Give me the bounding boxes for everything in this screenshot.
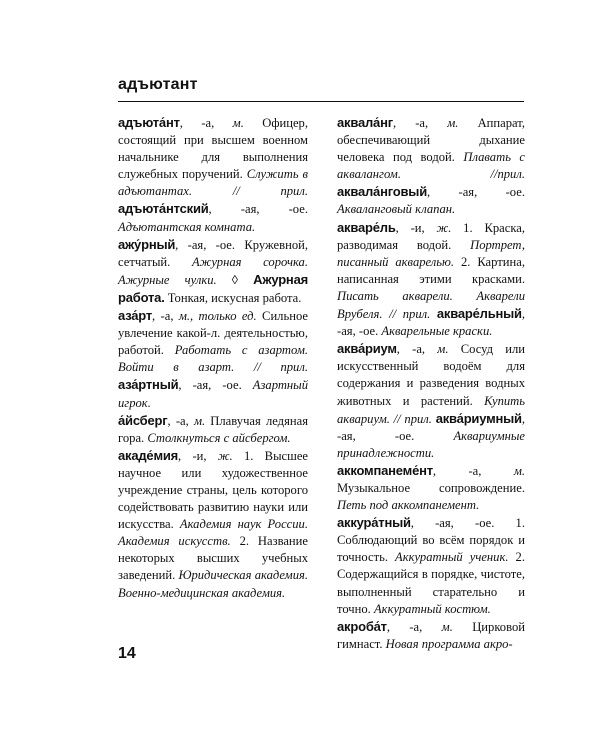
entry-text: 2. Картина, написанная этими красками. xyxy=(337,254,525,286)
entry-text: Цирковой гимнаст. xyxy=(337,619,525,651)
italic-text: м. xyxy=(441,619,453,634)
italic-text: Писать акварели. Акварели Врубеля. // прил. xyxy=(337,288,525,322)
entry-text: Плавучая ледяная гора. xyxy=(118,413,308,445)
dictionary-entry xyxy=(337,219,525,341)
entry-text: Сосуд или искусственный водоём для содержания и разведения водных животных и растений. xyxy=(337,342,525,408)
headword: аквала́нговый xyxy=(337,184,427,200)
headword: адъюта́нт xyxy=(118,115,180,130)
italic-text: Аквариумные принадлежности. xyxy=(337,428,525,460)
entry-text: , -и, xyxy=(178,448,218,463)
headword: аккура́тный xyxy=(337,515,411,531)
headword: аква́риумный xyxy=(435,410,522,426)
entry-text: , -а, xyxy=(179,116,233,130)
italic-text: м. xyxy=(513,463,525,478)
dictionary-entry xyxy=(337,114,525,219)
headword: аква́риум xyxy=(337,341,397,357)
dictionary-entry xyxy=(118,236,308,307)
running-head: адъютант xyxy=(118,76,198,93)
entry-text: 1. Краска, разводимая водой. xyxy=(337,220,525,252)
header-rule xyxy=(118,101,524,102)
entry-text: , -ая, -ое. xyxy=(337,411,525,443)
dictionary-entry xyxy=(118,447,308,602)
dictionary-entry xyxy=(118,412,308,447)
italic-text: м. xyxy=(447,116,459,130)
entry-text: Сильное увлечение какой-л. деятельностью, работой. xyxy=(118,309,308,358)
headword: Ажурная работа. xyxy=(118,271,308,305)
entry-text: , -а, xyxy=(432,463,514,478)
italic-text: Акварельные краски. xyxy=(381,324,493,339)
entry-text: , -а, xyxy=(392,116,448,130)
entry-text: , -ая, -ое. 1. Соблюдающий во всём порядок и точность. xyxy=(337,516,525,565)
italic-text: Новая программа акро- xyxy=(385,636,513,651)
italic-text: Аккуратный ученик. xyxy=(395,550,509,565)
italic-text: Академия наук России. Академия искусств. xyxy=(118,517,308,549)
italic-text: м., только ед. xyxy=(178,309,257,324)
entry-text: , -и, xyxy=(395,220,437,235)
headword: акроба́т xyxy=(337,618,387,634)
headword: аккомпанеме́нт xyxy=(337,462,433,478)
italic-text: Адъютантская комната. xyxy=(118,219,256,234)
dictionary-entry xyxy=(118,114,308,236)
italic-text: м. xyxy=(232,116,244,130)
headword: акваре́ль xyxy=(337,219,396,235)
entry-text: , -а, xyxy=(167,413,194,428)
entry-text: , -ая, -ое. xyxy=(427,185,525,200)
entry-text: Офицер, состоящий при высшем военном начальнике для выполнения служебных поручений. xyxy=(118,116,308,182)
italic-text: Юридическая академия. Военно-медицинская академия. xyxy=(118,568,308,600)
headword: ажу́рный xyxy=(118,236,176,252)
entry-text: , -ая, -ое. xyxy=(178,378,253,393)
entry-text: 2. Название некоторых высших учебных заведений. xyxy=(118,534,309,583)
dictionary-entry xyxy=(337,340,525,462)
italic-text: Ажурная сорочка. Ажурные чулки. xyxy=(118,254,309,287)
entry-text: Аппарат, обеспечивающий дыхание человека под водой. xyxy=(337,116,525,165)
entry-text: , -а, xyxy=(386,619,442,634)
entry-text: , -а, xyxy=(152,309,179,324)
entry-text: 2. Содержащийся в порядке, чистоте, выполненный старательно и точно. xyxy=(337,550,525,616)
italic-text: Работать с азартом. Войти в азарт. // прил. xyxy=(118,343,308,375)
headword: а́йсберг xyxy=(118,412,168,428)
dictionary-entry xyxy=(337,514,525,618)
entry-text: ◊ xyxy=(216,272,254,287)
italic-text: Плавать с аквалангом. //прил. xyxy=(337,150,525,182)
dictionary-entry xyxy=(337,618,525,653)
entry-text: , -ая, -ое. Кружевной, сетчатый. xyxy=(118,237,308,269)
headword: акваре́льный xyxy=(436,306,522,322)
dictionary-entry xyxy=(337,462,525,514)
italic-text: м. xyxy=(437,342,449,357)
italic-text: Акваланговый клапан. xyxy=(337,202,456,217)
left-column xyxy=(118,114,308,602)
italic-text: ж. xyxy=(436,220,452,235)
entry-text: , -ая, -ое. xyxy=(337,307,525,339)
entry-text xyxy=(430,307,437,321)
italic-text: Азартный игрок. xyxy=(118,378,308,410)
headword: адъюта́нтский xyxy=(118,201,209,217)
italic-text: Аккуратный костюм. xyxy=(373,601,491,616)
page-number: 14 xyxy=(118,645,136,662)
right-column xyxy=(337,114,525,653)
entry-text: 1. Высшее научное или художественное учреждение страны, цель которого содействовать развитию науки или искусства. xyxy=(118,448,308,532)
dictionary-entry xyxy=(118,307,308,412)
headword: акаде́мия xyxy=(118,447,179,463)
italic-text: Столкнуться с айсбергом. xyxy=(147,430,291,445)
headword: аза́рт xyxy=(118,308,153,324)
entry-text: Музыкальное сопровождение. xyxy=(337,480,525,495)
italic-text: м. xyxy=(193,413,206,428)
italic-text: Петь под аккомпанемент. xyxy=(337,498,480,513)
entry-text: Тонкая, искусная работа. xyxy=(164,290,302,305)
italic-text: ж. xyxy=(217,448,233,463)
italic-text: Служить в адъютантах. // прил. xyxy=(118,167,308,199)
headword: аза́ртный xyxy=(118,377,179,393)
entry-text: , -а, xyxy=(396,342,438,357)
italic-text: Купить аквариум. // прил. xyxy=(337,393,525,426)
entry-text: , -ая, -ое. xyxy=(208,202,308,217)
italic-text: Портрет, писанный акварелью. xyxy=(337,237,525,269)
headword: аквала́нг xyxy=(337,115,393,130)
